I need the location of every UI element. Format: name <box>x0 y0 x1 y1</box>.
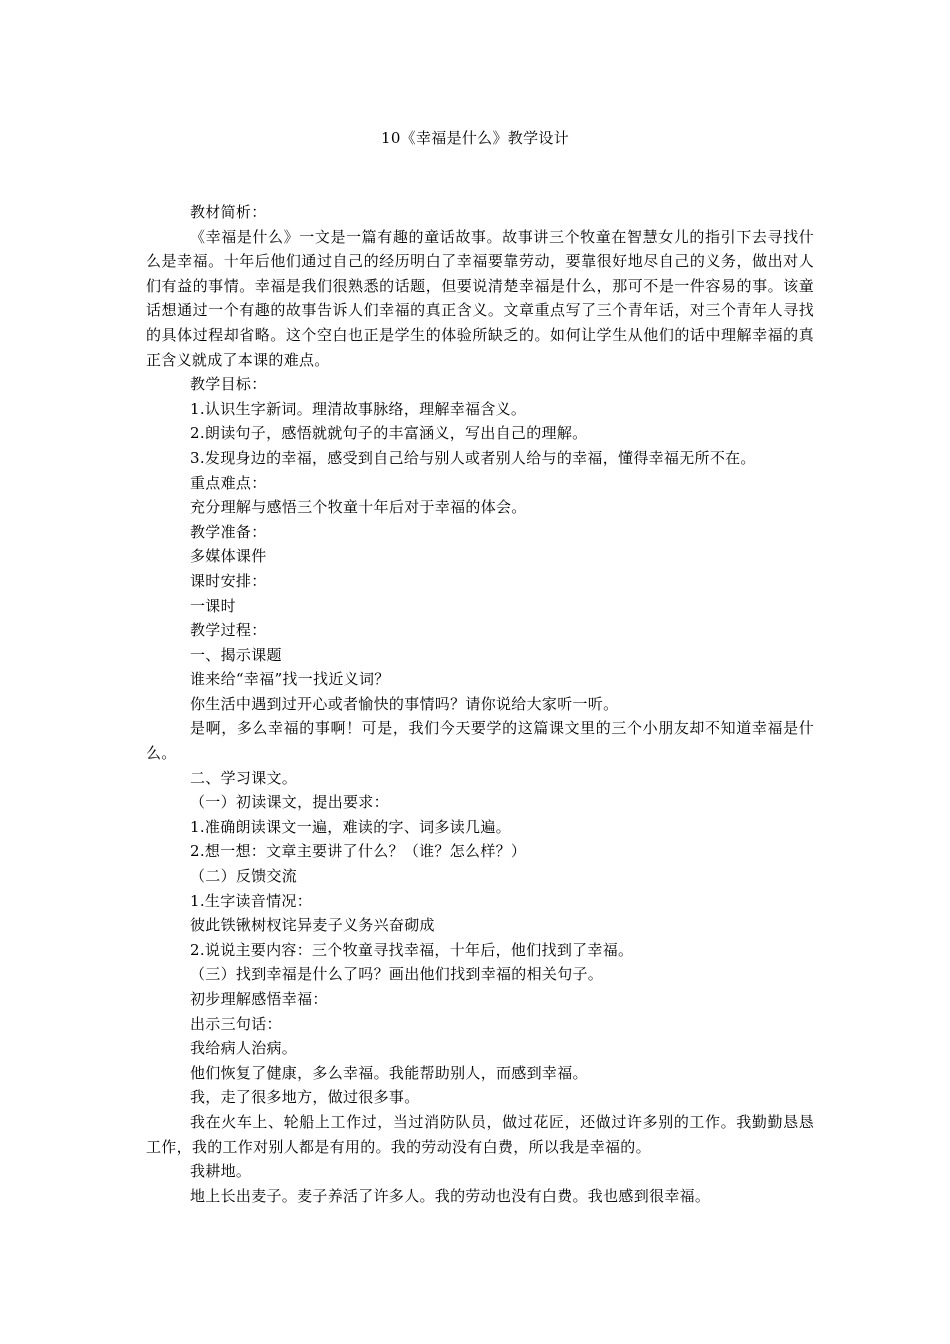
paragraph: 彼此铁锹树杈诧异麦子义务兴奋砌成 <box>190 916 435 935</box>
paragraph: 教学准备： <box>190 522 267 541</box>
paragraph: 初步理解感悟幸福： <box>190 990 328 1008</box>
paragraph: 是啊，多么幸福的事啊！可是，我们今天要学的这篇课文里的三个小朋友却不知道幸福是什么。 <box>146 719 814 763</box>
paragraph: 2.想一想：文章主要讲了什么？（谁？怎么样？） <box>190 842 527 861</box>
paragraph: 我，走了很多地方，做过很多事。 <box>190 1088 420 1107</box>
paragraph: 出示三句话： <box>190 1014 282 1033</box>
paragraph: 一、揭示课题 <box>190 645 282 664</box>
paragraph: 你生活中遇到过开心或者愉快的事情吗？请你说给大家听一听。 <box>190 694 619 713</box>
paragraph: 1.准确朗读课文一遍，难读的字、词多读几遍。 <box>190 817 511 836</box>
paragraph: 2.朗读句子，感悟就就句子的丰富涵义，写出自己的理解。 <box>190 424 588 443</box>
paragraph: 重点难点： <box>190 473 267 492</box>
paragraph: 地上长出麦子。麦子养活了许多人。我的劳动也没有白费。我也感到很幸福。 <box>190 1186 711 1205</box>
paragraph: 我给病人治病。 <box>190 1039 298 1058</box>
paragraph: 《幸福是什么》一文是一篇有趣的童话故事。故事讲三个牧童在智慧女儿的指引下去寻找什么是幸福。十年后他们通过自己的经历明白了幸福要靠劳动，要靠很好地尽自己的义务，做出对人们有益的事情。幸福是我们很熟悉的话题，但要说清楚幸福是什么，那可不是一件容易的事。该童话想通过一个有趣的故事告诉人们幸福的真正含义。文章重点写了三个青年话，对三个青年人寻找的具体过程却省略。这个空白也正是学生的体验所缺乏的。如何让学生从他们的话中理解幸福的真正含义就成了本课的难点。 <box>146 227 814 369</box>
paragraph: 1.生字读音情况： <box>190 891 313 910</box>
paragraph: （二）反馈交流 <box>190 867 298 886</box>
document-title: 10《幸福是什么》教学设计 <box>381 129 569 147</box>
paragraph: 多媒体课件 <box>190 547 267 566</box>
paragraph: 教学过程： <box>190 621 267 640</box>
paragraph: 教材简析： <box>190 203 267 221</box>
paragraph: 1.认识生字新词。理清故事脉络，理解幸福含义。 <box>190 399 527 418</box>
paragraph: 谁来给“幸福”找一找近义词？ <box>190 670 390 689</box>
paragraph: 2.说说主要内容：三个牧童寻找幸福，十年后，他们找到了幸福。 <box>190 940 634 959</box>
paragraph: 充分理解与感悟三个牧童十年后对于幸福的体会。 <box>190 498 527 517</box>
paragraph: 我耕地。 <box>190 1162 252 1181</box>
paragraph: 课时安排： <box>190 571 267 590</box>
paragraph: 一课时 <box>190 596 236 615</box>
paragraph: 教学目标： <box>190 375 267 394</box>
paragraph: 二、学习课文。 <box>190 768 298 787</box>
paragraph: 他们恢复了健康，多么幸福。我能帮助别人，而感到幸福。 <box>190 1063 588 1082</box>
document-body <box>146 200 814 1208</box>
paragraph: （一）初读课文，提出要求： <box>190 793 389 812</box>
paragraph: 3.发现身边的幸福，感受到自己给与别人或者别人给与的幸福，懂得幸福无所不在。 <box>190 448 756 467</box>
paragraph: 我在火车上、轮船上工作过，当过消防队员，做过花匠，还做过许多别的工作。我勤勤恳恳工作，我的工作对别人都是有用的。我的劳动没有白费，所以我是幸福的。 <box>146 1112 814 1156</box>
paragraph: （三）找到幸福是什么了吗？画出他们找到幸福的相关句子。 <box>190 965 604 984</box>
